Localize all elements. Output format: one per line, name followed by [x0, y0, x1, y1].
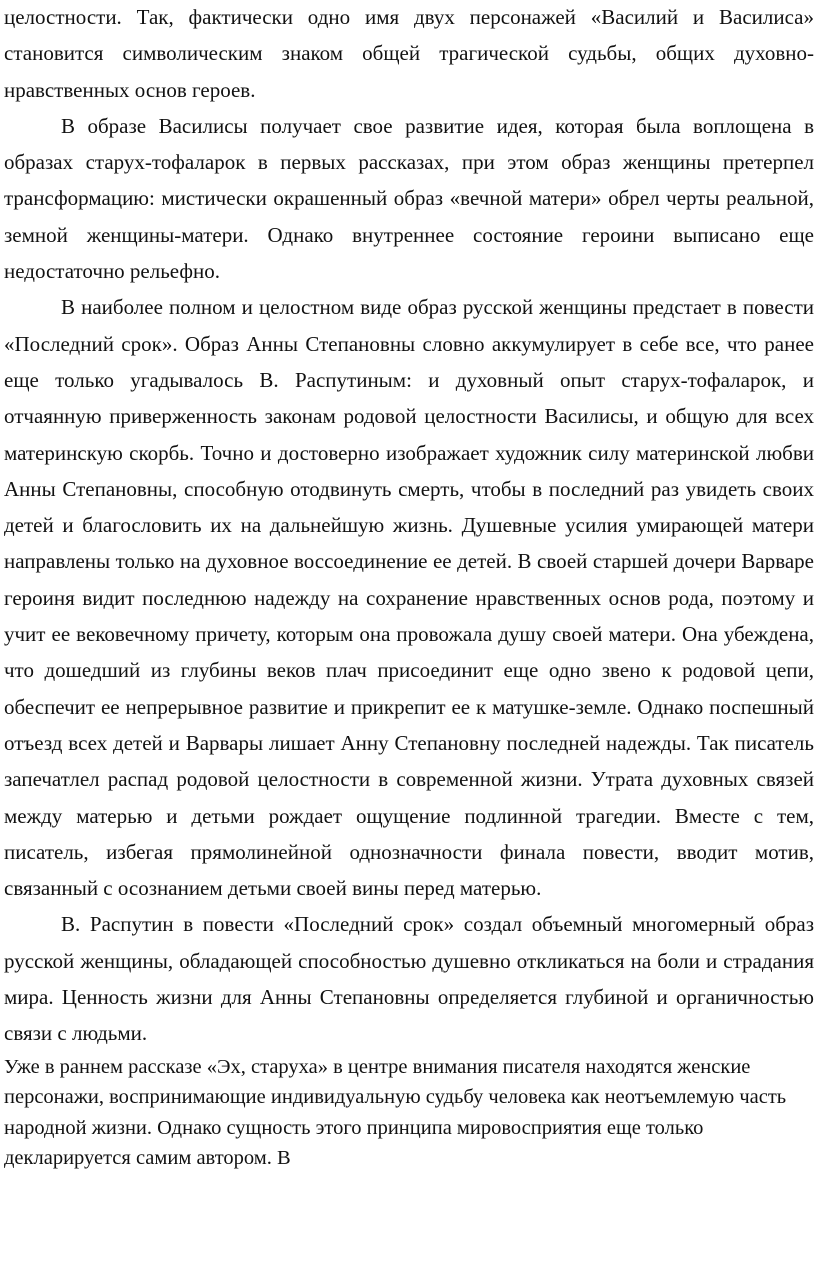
- paragraph-2: В образе Василисы получает свое развитие идея, которая была воплощена в образах старух-тофаларок в первых рассказах, при этом образ женщины претерпел трансформацию: мистически окрашенный образ «вечной матери» обрел черты реальной, земной женщины-матери. Однако внутреннее состояние героини выписано еще недостаточно рельефно.: [4, 113, 814, 284]
- paragraph-4: В. Распутин в повести «Последний срок» создал объемный многомерный образ русской женщины, обладающей способностью душевно откликаться на боли и страдания мира. Ценность жизни для Анны Степановны определяется глубиной и органичностью связи с людьми.: [4, 912, 814, 1046]
- paragraph-5: Уже в раннем рассказе «Эх, старуха» в центре внимания писателя находятся женские персонажи, воспринимающие индивидуальную судьбу человека как неотъемлемую часть народной жизни. Однако сущность этого принципа мировосприятия еще только декларируется самим автором. В: [4, 1055, 787, 1170]
- paragraph-3: В наиболее полном и целостном виде образ русской женщины предстает в повести «Последний срок». Образ Анны Степановны словно аккумулирует в себе все, что ранее еще только угадывалось В. Распутиным: и духовный опыт старух-тофаларок, и отчаянную приверженность законам родовой целостности Василисы, и общую для всех материнскую скорбь. Точно и достоверно изображает художник силу материнской любви Анны Степановны, способную отодвинуть смерть, чтобы в последний раз увидеть своих детей и благословить их на дальнейшую жизнь. Душевные усилия умирающей матери направлены только на духовное воссоединение ее детей. В своей старшей дочери Варваре героиня видит последнюю надежду на сохранение нравственных основ рода, поэтому и учит ее вековечному причету, которым она провожала душу своей матери. Она убеждена, что дошедший из глубины веков плач присоединит еще одно звено к родовой цепи, обеспечит ее непрерывное развитие и прикрепит ее к матушке-земле. Однако поспешный отъезд всех детей и Варвары лишает Анну Степановну последней надежды. Так писатель запечатлел распад родовой целостности в современной жизни. Утрата духовных связей между матерью и детьми рождает ощущение подлинной трагедии. Вместе с тем, писатель, избегая прямолинейной однозначности финала повести, вводит мотив, связанный с осознанием детьми своей вины перед матерью.: [4, 295, 814, 901]
- paragraph-1: целостности. Так, фактически одно имя двух персонажей «Василий и Василиса» становится символическим знаком общей трагической судьбы, общих духовно-нравственных основ героев.: [4, 5, 814, 102]
